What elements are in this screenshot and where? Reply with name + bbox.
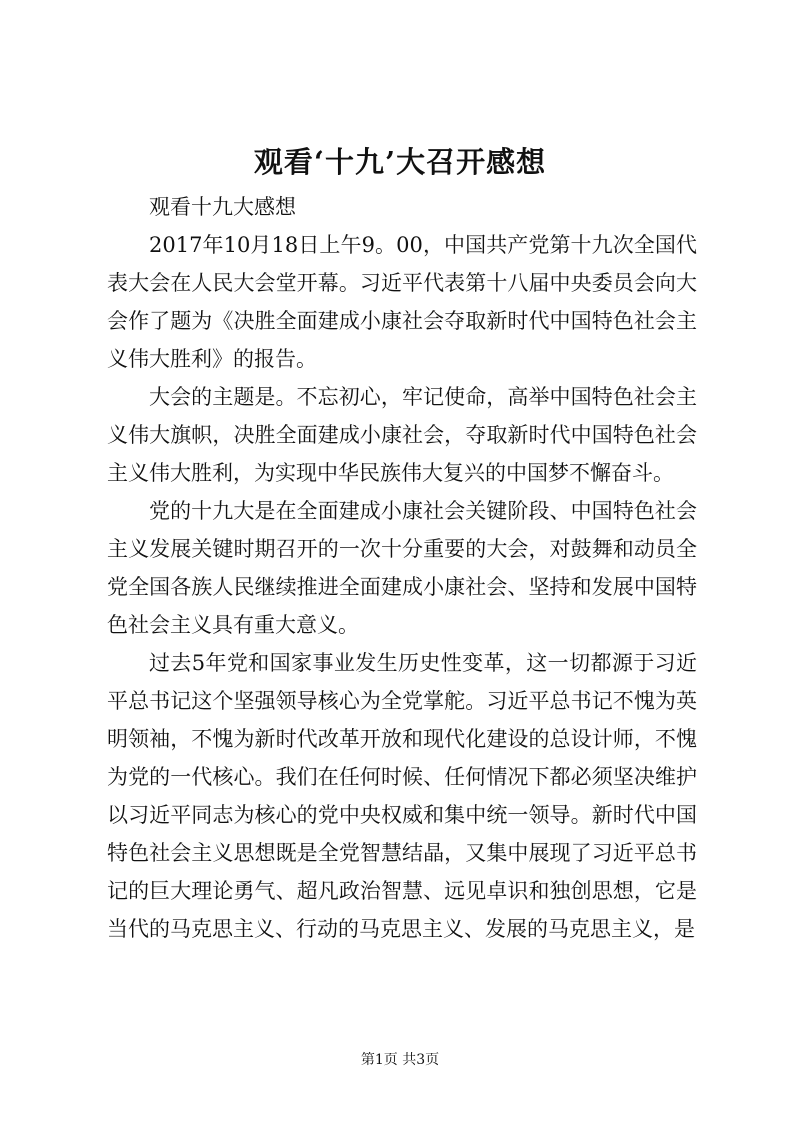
document-title: 观看‘十九’大召开感想 bbox=[253, 145, 547, 179]
page-footer: 第1页 共3页 bbox=[360, 1052, 440, 1068]
paragraph-opening-date: 2017年10月18日上午9。00，中国共产党第十九次全国代表大会在人民大会堂开幕。习近平代表第十八届中央委员会向大会作了题为《决胜全面建成小康社会夺取新时代中国特色社会主义伟大胜利》的报告。 bbox=[107, 233, 697, 371]
paragraph-subtitle: 观看十九大感想 bbox=[149, 195, 296, 219]
paragraph-past-five-years: 过去5年党和国家事业发生历史性变革，这一切都源于习近平总书记这个坚强领导核心为全党掌舵。习近平总书记不愧为英明领袖，不愧为新时代改革开放和现代化建设的总设计师，不愧为党的一代核心。我们在任何时候、任何情况下都必须坚决维护以习近平同志为核心的党中央权威和集中统一领导。新时代中国特色社会主义思想既是全党智慧结晶，又集中展现了习近平总书记的巨大理论勇气、超凡政治智慧、远见卓识和独创思想，它是当代的马克思主义、行动的马克思主义、发展的马克思主义，是 bbox=[107, 651, 697, 941]
document-body bbox=[107, 188, 697, 948]
paragraph-theme: 大会的主题是。不忘初心，牢记使命，高举中国特色社会主义伟大旗帜，决胜全面建成小康社会，夺取新时代中国特色社会主义伟大胜利，为实现中华民族伟大复兴的中国梦不懈奋斗。 bbox=[107, 385, 697, 485]
paragraph-significance: 党的十九大是在全面建成小康社会关键阶段、中国特色社会主义发展关键时期召开的一次十分重要的大会，对鼓舞和动员全党全国各族人民继续推进全面建成小康社会、坚持和发展中国特色社会主义具有重大意义。 bbox=[107, 499, 697, 637]
